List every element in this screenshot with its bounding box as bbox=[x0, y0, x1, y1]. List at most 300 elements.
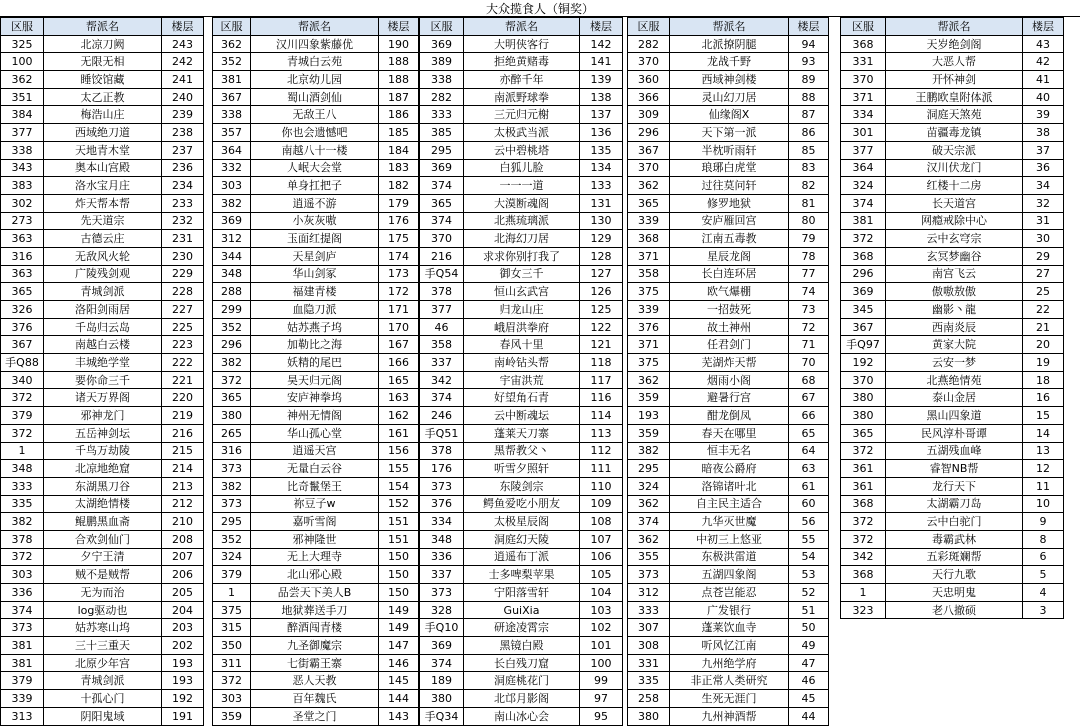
table-row bbox=[1, 601, 204, 619]
floor-cell: 243 bbox=[162, 35, 204, 53]
table-row bbox=[213, 371, 419, 389]
guild-name-cell: 南岭钻头帮 bbox=[464, 354, 580, 372]
table-row bbox=[213, 35, 419, 53]
floor-header: 楼层 bbox=[789, 18, 829, 36]
guild-name-cell: 人岷大会堂 bbox=[251, 159, 379, 177]
floor-cell: 80 bbox=[789, 212, 829, 230]
guild-name-cell: 南派野球拳 bbox=[464, 88, 580, 106]
guild-name-cell: 鲲鹏黑血斋 bbox=[44, 513, 162, 531]
table-row bbox=[420, 672, 623, 690]
server-cell: 365 bbox=[213, 389, 251, 407]
guild-name-cell: 黄家大院 bbox=[886, 336, 1023, 354]
guild-name-cell: 非正常人类研究 bbox=[670, 672, 789, 690]
server-cell: 303 bbox=[213, 690, 251, 708]
guild-name-cell: 黑镜白殿 bbox=[464, 637, 580, 655]
guild-name-cell: 大恶人帮 bbox=[886, 53, 1023, 71]
guild-name-cell: 无上大理寺 bbox=[251, 548, 379, 566]
guild-name-cell: 仙缘阁X bbox=[670, 106, 789, 124]
server-cell: 348 bbox=[420, 530, 464, 548]
floor-cell: 15 bbox=[1023, 407, 1064, 425]
table-row bbox=[1, 371, 204, 389]
guild-name-cell: 五岳神剑坛 bbox=[44, 424, 162, 442]
table-row bbox=[420, 530, 623, 548]
server-cell: 380 bbox=[841, 407, 886, 425]
guild-name-cell: 汉川四象紫藤优 bbox=[251, 35, 379, 53]
guild-name-cell: 云安一梦 bbox=[886, 354, 1023, 372]
server-cell: 338 bbox=[213, 106, 251, 124]
floor-cell: 175 bbox=[379, 230, 419, 248]
table-row bbox=[628, 495, 829, 513]
guild-name-cell: 地狱葬送手刀 bbox=[251, 601, 379, 619]
table-row bbox=[628, 654, 829, 672]
floor-cell: 216 bbox=[162, 424, 204, 442]
table-row bbox=[1, 88, 204, 106]
server-cell: 手Q34 bbox=[420, 707, 464, 725]
table-row bbox=[628, 301, 829, 319]
table-row bbox=[1, 141, 204, 159]
server-cell: 295 bbox=[628, 460, 670, 478]
floor-cell: 79 bbox=[789, 230, 829, 248]
table-row bbox=[420, 318, 623, 336]
floor-cell: 74 bbox=[789, 283, 829, 301]
guild-name-cell: 白狐儿脸 bbox=[464, 159, 580, 177]
server-cell: 362 bbox=[628, 530, 670, 548]
floor-cell: 11 bbox=[1023, 477, 1064, 495]
server-cell: 366 bbox=[628, 88, 670, 106]
floor-cell: 150 bbox=[379, 584, 419, 602]
table-row bbox=[213, 301, 419, 319]
guild-name-cell: 老八撤硕 bbox=[886, 601, 1023, 619]
guild-name-cell: 琅琊白虎堂 bbox=[670, 159, 789, 177]
table-row bbox=[213, 336, 419, 354]
floor-cell: 133 bbox=[580, 177, 623, 195]
floor-cell: 239 bbox=[162, 106, 204, 124]
table-row bbox=[628, 407, 829, 425]
server-cell: 332 bbox=[213, 159, 251, 177]
guild-name-cell: 半枕听雨轩 bbox=[670, 141, 789, 159]
server-cell: 357 bbox=[213, 124, 251, 142]
table-row bbox=[213, 548, 419, 566]
server-cell: 362 bbox=[628, 177, 670, 195]
table-row bbox=[841, 212, 1064, 230]
floor-cell: 10 bbox=[1023, 495, 1064, 513]
floor-cell: 145 bbox=[379, 672, 419, 690]
server-cell: 361 bbox=[841, 477, 886, 495]
floor-cell: 77 bbox=[789, 265, 829, 283]
server-cell: 296 bbox=[841, 265, 886, 283]
floor-cell: 186 bbox=[379, 106, 419, 124]
server-cell: 359 bbox=[628, 389, 670, 407]
server-cell: 333 bbox=[1, 477, 44, 495]
guild-name-cell: 玄冥梦幽谷 bbox=[886, 247, 1023, 265]
table-row bbox=[1, 124, 204, 142]
floor-cell: 131 bbox=[580, 194, 623, 212]
table-row bbox=[1, 71, 204, 89]
floor-cell: 70 bbox=[789, 354, 829, 372]
table-row bbox=[628, 690, 829, 708]
guild-name-cell: 睿智NB帮 bbox=[886, 460, 1023, 478]
floor-cell: 46 bbox=[789, 672, 829, 690]
floor-cell: 104 bbox=[580, 584, 623, 602]
server-cell: 369 bbox=[420, 637, 464, 655]
server-cell: 370 bbox=[628, 53, 670, 71]
guild-name-cell: 邪神龙门 bbox=[44, 407, 162, 425]
table-row bbox=[841, 318, 1064, 336]
floor-cell: 147 bbox=[379, 637, 419, 655]
table-row bbox=[628, 283, 829, 301]
server-cell: 375 bbox=[628, 283, 670, 301]
floor-cell: 206 bbox=[162, 566, 204, 584]
server-cell: 373 bbox=[628, 566, 670, 584]
floor-cell: 45 bbox=[789, 690, 829, 708]
header-row bbox=[841, 18, 1064, 36]
header-row bbox=[1, 18, 204, 36]
server-cell: 手Q10 bbox=[420, 619, 464, 637]
floor-cell: 165 bbox=[379, 371, 419, 389]
server-cell: 301 bbox=[841, 124, 886, 142]
server-cell: 367 bbox=[213, 88, 251, 106]
server-cell: 1 bbox=[213, 584, 251, 602]
table-row bbox=[420, 371, 623, 389]
guild-name-cell: 士多啤梨苹果 bbox=[464, 566, 580, 584]
floor-cell: 230 bbox=[162, 247, 204, 265]
guild-name-cell: 三元归元榭 bbox=[464, 106, 580, 124]
floor-cell: 113 bbox=[580, 424, 623, 442]
server-cell: 382 bbox=[213, 194, 251, 212]
floor-cell: 117 bbox=[580, 371, 623, 389]
server-cell: 352 bbox=[213, 530, 251, 548]
guild-name-cell: 苗疆毒龙镇 bbox=[886, 124, 1023, 142]
floor-cell: 93 bbox=[789, 53, 829, 71]
guild-name-cell: 无敌风火轮 bbox=[44, 247, 162, 265]
floor-cell: 116 bbox=[580, 389, 623, 407]
guild-name-cell: 黑山四象道 bbox=[886, 407, 1023, 425]
floor-header: 楼层 bbox=[1023, 18, 1064, 36]
server-cell: 377 bbox=[420, 301, 464, 319]
floor-cell: 234 bbox=[162, 177, 204, 195]
table-row bbox=[628, 566, 829, 584]
server-cell: 374 bbox=[420, 654, 464, 672]
guild-name-cell: 一招鼓死 bbox=[670, 301, 789, 319]
floor-cell: 236 bbox=[162, 159, 204, 177]
floor-cell: 19 bbox=[1023, 354, 1064, 372]
guild-name-cell: 东湖黑刀谷 bbox=[44, 477, 162, 495]
guild-name-cell: 三十三重天 bbox=[44, 637, 162, 655]
server-cell: 372 bbox=[1, 389, 44, 407]
floor-cell: 72 bbox=[789, 318, 829, 336]
guild-name-cell: 汉川伏龙门 bbox=[886, 159, 1023, 177]
floor-cell: 36 bbox=[1023, 159, 1064, 177]
server-cell: 348 bbox=[213, 265, 251, 283]
table-row bbox=[1, 159, 204, 177]
floor-cell: 9 bbox=[1023, 513, 1064, 531]
guild-name-cell: 欧气爆棚 bbox=[670, 283, 789, 301]
guild-name-cell: 北凉刀阙 bbox=[44, 35, 162, 53]
table-row bbox=[628, 601, 829, 619]
guild-name-cell: 北原少年宫 bbox=[44, 654, 162, 672]
server-cell: 336 bbox=[420, 548, 464, 566]
guild-name-cell: 九华灭世魔 bbox=[670, 513, 789, 531]
server-cell: 338 bbox=[420, 71, 464, 89]
guild-name-cell: 开怀神剑 bbox=[886, 71, 1023, 89]
guild-name-cell: 姑苏寒山坞 bbox=[44, 619, 162, 637]
server-cell: 296 bbox=[628, 124, 670, 142]
guild-name-cell: 太极武当派 bbox=[464, 124, 580, 142]
guild-name-cell: 古德云庄 bbox=[44, 230, 162, 248]
table-row bbox=[420, 619, 623, 637]
floor-cell: 179 bbox=[379, 194, 419, 212]
table-row bbox=[841, 106, 1064, 124]
guild-name-cell: 长白残刀窟 bbox=[464, 654, 580, 672]
server-cell: 323 bbox=[841, 601, 886, 619]
table-row bbox=[628, 672, 829, 690]
table-row bbox=[1, 530, 204, 548]
table-row bbox=[1, 637, 204, 655]
server-cell: 192 bbox=[841, 354, 886, 372]
table-row bbox=[628, 35, 829, 53]
floor-cell: 219 bbox=[162, 407, 204, 425]
floor-cell: 13 bbox=[1023, 442, 1064, 460]
guild-name-cell: 龙行天下 bbox=[886, 477, 1023, 495]
guild-name-cell: 合欢剑仙门 bbox=[44, 530, 162, 548]
floor-cell: 144 bbox=[379, 690, 419, 708]
server-cell: 376 bbox=[628, 318, 670, 336]
server-cell: 372 bbox=[1, 548, 44, 566]
table-row bbox=[841, 230, 1064, 248]
table-row bbox=[841, 159, 1064, 177]
floor-cell: 130 bbox=[580, 212, 623, 230]
table-row bbox=[841, 601, 1064, 619]
table-row bbox=[420, 407, 623, 425]
server-cell: 316 bbox=[1, 247, 44, 265]
table-row bbox=[628, 707, 829, 725]
floor-cell: 161 bbox=[379, 424, 419, 442]
server-cell: 340 bbox=[1, 371, 44, 389]
server-cell: 312 bbox=[213, 230, 251, 248]
server-cell: 308 bbox=[628, 637, 670, 655]
server-cell: 374 bbox=[841, 194, 886, 212]
floor-cell: 174 bbox=[379, 247, 419, 265]
server-cell: 363 bbox=[1, 265, 44, 283]
table-row bbox=[420, 71, 623, 89]
server-cell: 378 bbox=[420, 442, 464, 460]
guild-name-cell: 峨眉洪拳府 bbox=[464, 318, 580, 336]
server-cell: 379 bbox=[1, 672, 44, 690]
guild-name-cell: 北京幼儿园 bbox=[251, 71, 379, 89]
guild-name-cell: 天岁绝剑阁 bbox=[886, 35, 1023, 53]
sheet-title: 大众揽食人（铜奖） bbox=[0, 0, 1080, 17]
floor-cell: 34 bbox=[1023, 177, 1064, 195]
guild-name-cell: 逍遥不游 bbox=[251, 194, 379, 212]
table-row bbox=[1, 301, 204, 319]
guild-name-cell: 妖精的尾巴 bbox=[251, 354, 379, 372]
guild-name-cell: 五彩斑斓帮 bbox=[886, 548, 1023, 566]
table-row bbox=[628, 336, 829, 354]
guild-name-cell: 好望角石青 bbox=[464, 389, 580, 407]
floor-cell: 150 bbox=[379, 548, 419, 566]
guild-name-cell: 品尝天下美人B bbox=[251, 584, 379, 602]
guild-name-cell: 宁阳落雪轩 bbox=[464, 584, 580, 602]
table-row bbox=[1, 265, 204, 283]
table-row bbox=[1, 407, 204, 425]
table-row bbox=[628, 265, 829, 283]
server-cell: 374 bbox=[628, 513, 670, 531]
server-cell: 193 bbox=[628, 407, 670, 425]
guild-name-cell: 西域绝刀道 bbox=[44, 124, 162, 142]
ranking-table-3 bbox=[419, 17, 623, 726]
table-row bbox=[1, 35, 204, 53]
table-row bbox=[420, 566, 623, 584]
guild-name-cell: 千岛归云岛 bbox=[44, 318, 162, 336]
table-row bbox=[420, 212, 623, 230]
floor-cell: 14 bbox=[1023, 424, 1064, 442]
server-cell: 348 bbox=[1, 460, 44, 478]
guild-name-cell: 诸天万界阁 bbox=[44, 389, 162, 407]
floor-cell: 220 bbox=[162, 389, 204, 407]
server-cell: 316 bbox=[213, 442, 251, 460]
server-cell: 373 bbox=[420, 477, 464, 495]
guild-name-cell: 云中白驼门 bbox=[886, 513, 1023, 531]
table-row bbox=[1, 584, 204, 602]
floor-cell: 16 bbox=[1023, 389, 1064, 407]
server-cell: 333 bbox=[628, 601, 670, 619]
floor-cell: 39 bbox=[1023, 106, 1064, 124]
table-row bbox=[213, 477, 419, 495]
floor-cell: 55 bbox=[789, 530, 829, 548]
guild-name-cell: 天地青木堂 bbox=[44, 141, 162, 159]
floor-cell: 227 bbox=[162, 301, 204, 319]
server-cell: 手Q51 bbox=[420, 424, 464, 442]
ranking-table-4 bbox=[627, 17, 829, 726]
server-cell: 380 bbox=[213, 407, 251, 425]
table-row bbox=[213, 424, 419, 442]
guild-name-cell: 先天道宗 bbox=[44, 212, 162, 230]
server-cell: 299 bbox=[213, 301, 251, 319]
floor-cell: 67 bbox=[789, 389, 829, 407]
guild-name-cell: 恒丰无名 bbox=[670, 442, 789, 460]
server-cell: 1 bbox=[1, 442, 44, 460]
table-row bbox=[213, 389, 419, 407]
table-row bbox=[420, 141, 623, 159]
server-cell: 377 bbox=[1, 124, 44, 142]
table-row bbox=[1, 690, 204, 708]
guild-name-cell: 太湖绝情楼 bbox=[44, 495, 162, 513]
guild-name-cell: 神州无情阁 bbox=[251, 407, 379, 425]
guild-name-cell: 洞庭天煞苑 bbox=[886, 106, 1023, 124]
server-cell: 362 bbox=[628, 371, 670, 389]
guild-name-cell: 黑帮教父丶 bbox=[464, 442, 580, 460]
guild-name-cell: 暗夜公爵府 bbox=[670, 460, 789, 478]
table-row bbox=[1, 212, 204, 230]
floor-cell: 187 bbox=[379, 88, 419, 106]
server-cell: 350 bbox=[213, 637, 251, 655]
table-row bbox=[628, 354, 829, 372]
table-row bbox=[628, 530, 829, 548]
ranking-table bbox=[840, 17, 1064, 619]
server-cell: 376 bbox=[1, 318, 44, 336]
floor-cell: 184 bbox=[379, 141, 419, 159]
guild-name-cell: 嘉听雪阁 bbox=[251, 513, 379, 531]
table-row bbox=[841, 495, 1064, 513]
server-header: 区服 bbox=[628, 18, 670, 36]
floor-cell: 109 bbox=[580, 495, 623, 513]
server-cell: 372 bbox=[213, 672, 251, 690]
guild-name-cell: 求求你别打我了 bbox=[464, 247, 580, 265]
server-cell: 345 bbox=[841, 301, 886, 319]
guild-name-cell: 一一一道 bbox=[464, 177, 580, 195]
floor-cell: 118 bbox=[580, 354, 623, 372]
server-cell: 378 bbox=[420, 283, 464, 301]
guild-name-cell: 北燕绝情苑 bbox=[886, 371, 1023, 389]
server-cell: 381 bbox=[1, 637, 44, 655]
table-row bbox=[841, 584, 1064, 602]
guild-name-cell: 御女三千 bbox=[464, 265, 580, 283]
guild-name-cell: 芜湖炸天帮 bbox=[670, 354, 789, 372]
guild-name-cell: 比奇鬣堡王 bbox=[251, 477, 379, 495]
floor-cell: 215 bbox=[162, 442, 204, 460]
table-row bbox=[628, 194, 829, 212]
table-row bbox=[628, 159, 829, 177]
guild-name-cell: 你也会遗憾吧 bbox=[251, 124, 379, 142]
guild-name-cell: 北邙月影阁 bbox=[464, 690, 580, 708]
server-cell: 367 bbox=[1, 336, 44, 354]
server-cell: 282 bbox=[628, 35, 670, 53]
server-cell: 368 bbox=[841, 566, 886, 584]
table-row bbox=[1, 354, 204, 372]
table-row bbox=[1, 477, 204, 495]
guild-name-cell: 烟雨小阁 bbox=[670, 371, 789, 389]
table-row bbox=[841, 354, 1064, 372]
server-cell: 382 bbox=[628, 442, 670, 460]
server-cell: 371 bbox=[628, 247, 670, 265]
floor-cell: 122 bbox=[580, 318, 623, 336]
floor-cell: 27 bbox=[1023, 265, 1064, 283]
floor-cell: 110 bbox=[580, 477, 623, 495]
server-cell: 1 bbox=[841, 584, 886, 602]
floor-cell: 111 bbox=[580, 460, 623, 478]
floor-cell: 240 bbox=[162, 88, 204, 106]
table-row bbox=[1, 318, 204, 336]
server-cell: 372 bbox=[213, 371, 251, 389]
ranking-table bbox=[627, 17, 829, 726]
guild-name-cell: 长白连环居 bbox=[670, 265, 789, 283]
table-row bbox=[1, 707, 204, 725]
floor-cell: 156 bbox=[379, 442, 419, 460]
server-cell: 385 bbox=[420, 124, 464, 142]
table-row bbox=[420, 247, 623, 265]
table-row bbox=[841, 283, 1064, 301]
server-cell: 342 bbox=[420, 371, 464, 389]
table-row bbox=[420, 230, 623, 248]
floor-cell: 176 bbox=[379, 212, 419, 230]
server-cell: 381 bbox=[1, 654, 44, 672]
floor-header: 楼层 bbox=[580, 18, 623, 36]
server-cell: 379 bbox=[213, 566, 251, 584]
guild-name-cell: 九圣御魔宗 bbox=[251, 637, 379, 655]
server-cell: 373 bbox=[213, 460, 251, 478]
server-cell: 358 bbox=[420, 336, 464, 354]
guild-name-cell: 圣堂之门 bbox=[251, 707, 379, 725]
table-row bbox=[1, 442, 204, 460]
guild-name-cell: log驱动也 bbox=[44, 601, 162, 619]
floor-cell: 231 bbox=[162, 230, 204, 248]
guild-name-cell: 生死无涯门 bbox=[670, 690, 789, 708]
floor-cell: 205 bbox=[162, 584, 204, 602]
floor-cell: 191 bbox=[162, 707, 204, 725]
table-row bbox=[213, 460, 419, 478]
floor-cell: 42 bbox=[1023, 53, 1064, 71]
guild-name-cell: 大漠断魂阁 bbox=[464, 194, 580, 212]
